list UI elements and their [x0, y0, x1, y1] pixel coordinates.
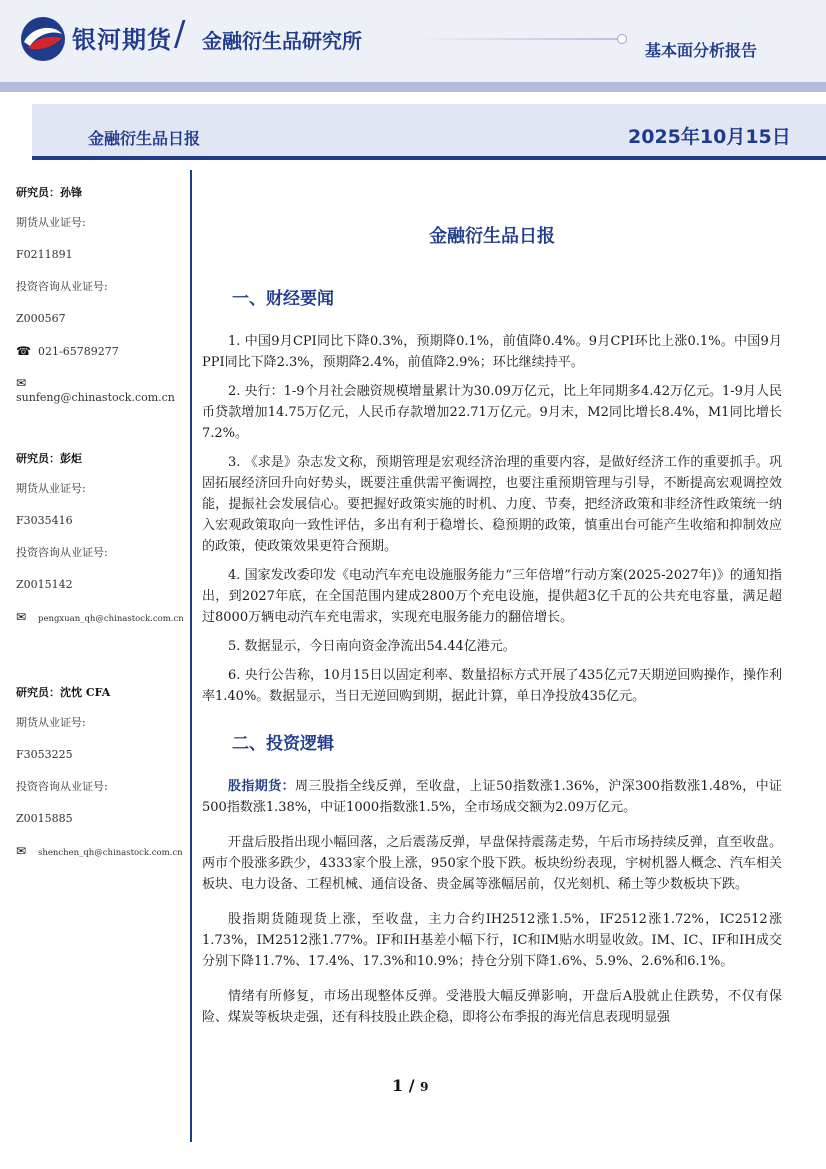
- document-title: 金融衍生品日报: [429, 226, 555, 247]
- email-row: [16, 376, 186, 408]
- futures-label: 期货从业证号:: [16, 716, 86, 729]
- consult-id: Z0015142: [16, 578, 73, 591]
- email-row: [16, 844, 186, 876]
- header-divider: [412, 38, 622, 40]
- email-row: [16, 610, 186, 642]
- news-paragraph: 2. 央行：1-9个月社会融资规模增量累计为30.09万亿元，比上年同期多4.42万亿元。1-9月人民币贷款增加14.75万亿元，人民币存款增加22.71万亿元。9月末，M2同比增长8.4%，M1同比增长7.2%。: [202, 384, 782, 441]
- researcher-card: [16, 684, 186, 876]
- lead-text: 周三股指全线反弹，至收盘，上证50指数涨1.36%，沪深300指数涨1.48%，中证500指数涨1.38%，中证1000指数涨1.5%，全市场成交额为2.09万亿元。: [202, 779, 782, 815]
- researcher-name: 研究员：孙锋: [16, 186, 82, 199]
- email-icon: ✉: [16, 376, 27, 390]
- phone-number: 021-65789277: [38, 345, 119, 358]
- section-heading-logic: 二、投资逻辑: [232, 734, 334, 754]
- phone-icon: ☎: [16, 344, 31, 358]
- logic-paragraph: 股指期货随现货上涨，至收盘，主力合约IH2512涨1.5%，IF2512涨1.72%，IC2512涨1.73%，IM2512涨1.77%。IF和IH基差小幅下行，IC和IM贴水明显收敛。IM、IC、IF和IH成交分别下降11.7%、17.4%、17.3%和10.9%；持仓分别下降1.6%、5.9%、2.6%和6.1%。: [202, 912, 782, 969]
- email-link[interactable]: shenchen_qh@chinastock.com.cn: [38, 848, 183, 858]
- logic-lead-paragraph: [202, 776, 782, 818]
- researcher-name: 研究员：沈忱 CFA: [16, 686, 111, 699]
- header-band: [0, 82, 826, 92]
- email-icon: ✉: [16, 610, 27, 624]
- futures-id: F0211891: [16, 248, 73, 261]
- news-paragraph: 1. 中国9月CPI同比下降0.3%，预期降0.1%，前值降0.4%。9月CPI环比上涨0.1%。中国9月PPI同比下降2.3%，预期降2.4%，前值降2.9%；环比继续持平。: [202, 334, 782, 370]
- report-title: 金融衍生品日报: [88, 129, 201, 148]
- brand-name: 银河期货: [72, 26, 172, 54]
- current-page: 1: [392, 1076, 404, 1095]
- news-paragraph: 5. 数据显示，今日南向资金净流出54.44亿港元。: [228, 639, 516, 654]
- logic-paragraph: 情绪有所修复，市场出现整体反弹。受港股大幅反弹影响，开盘后A股就止住跌势，不仅有保险、煤炭等板块走强，还有科技股止跌企稳，即将公布季报的海光信息表现明显强: [202, 989, 782, 1025]
- email-link[interactable]: sunfeng@chinastock.com.cn: [16, 391, 175, 404]
- consult-label: 投资咨询从业证号:: [16, 280, 108, 293]
- email-link[interactable]: pengxuan_qh@chinastock.com.cn: [38, 614, 184, 624]
- page-number: [392, 1076, 429, 1095]
- researcher-sidebar: [16, 184, 186, 918]
- title-bar-underline: [32, 156, 826, 160]
- consult-id: Z000567: [16, 312, 66, 325]
- report-date: 2025年10月15日: [628, 126, 791, 148]
- phone-row: [16, 344, 186, 376]
- header-divider-dot: [617, 34, 627, 44]
- news-paragraph: 4. 国家发改委印发《电动汽车充电设施服务能力“三年倍增”行动方案(2025-2027年)》的通知指出，到2027年底，在全国范围内建成2800万个充电设施，提供超3亿千瓦的公共充电容量，满足超过8000万辆电动汽车充电需求，实现充电服务能力的翻倍增长。: [202, 568, 782, 625]
- consult-id: Z0015885: [16, 812, 73, 825]
- page-separator: /: [408, 1076, 415, 1095]
- consult-label: 投资咨询从业证号:: [16, 546, 108, 559]
- researcher-name: 研究员：彭炬: [16, 452, 82, 465]
- section-heading-news: 一、财经要闻: [232, 289, 334, 309]
- logic-paragraph: 开盘后股指出现小幅回落，之后震荡反弹，早盘保持震荡走势，午后市场持续反弹，直至收盘。两市个股涨多跌少，4333家个股上涨，950家个股下跌。板块纷纷表现，宇树机器人概念、汽车相关板块、电力设备、工程机械、通信设备、贵金属等涨幅居前，仅光刻机、稀土等少数板块下跌。: [202, 835, 782, 892]
- futures-label: 期货从业证号:: [16, 482, 86, 495]
- futures-id: F3053225: [16, 748, 73, 761]
- futures-label: 期货从业证号:: [16, 216, 86, 229]
- sidebar-divider: [190, 170, 192, 1142]
- main-content: [202, 222, 782, 1036]
- lead-label: 股指期货：: [228, 779, 296, 794]
- consult-label: 投资咨询从业证号:: [16, 780, 108, 793]
- researcher-card: [16, 184, 186, 408]
- galaxy-logo-icon: [20, 16, 66, 62]
- total-pages: 9: [420, 1080, 429, 1094]
- futures-id: F3035416: [16, 514, 73, 527]
- news-paragraph: 6. 央行公告称，10月15日以固定利率、数量招标方式开展了435亿元7天期逆回购操作，操作利率1.40%。数据显示，当日无逆回购到期，据此计算，单日净投放435亿元。: [202, 668, 782, 704]
- email-icon: ✉: [16, 844, 27, 858]
- institute-name: 金融衍生品研究所: [202, 29, 362, 53]
- brand-slash: /: [174, 14, 186, 54]
- researcher-card: [16, 450, 186, 642]
- report-type: 基本面分析报告: [645, 41, 758, 60]
- page-header: [0, 0, 826, 82]
- news-paragraph: 3. 《求是》杂志发文称，预期管理是宏观经济治理的重要内容，是做好经济工作的重要抓手。巩固拓展经济回升向好势头，既要注重供需平衡调控，也要注重预期管理与引导，不断提高宏观调控效能，提振社会发展信心。要把握好政策实施的时机、力度、节奏，把经济政策和非经济性政策统一纳入宏观政策取向一致性评估，多出有利于稳增长、稳预期的政策，慎重出台可能产生收缩和抑制效应的政策，使政策效果更符合预期。: [202, 455, 782, 554]
